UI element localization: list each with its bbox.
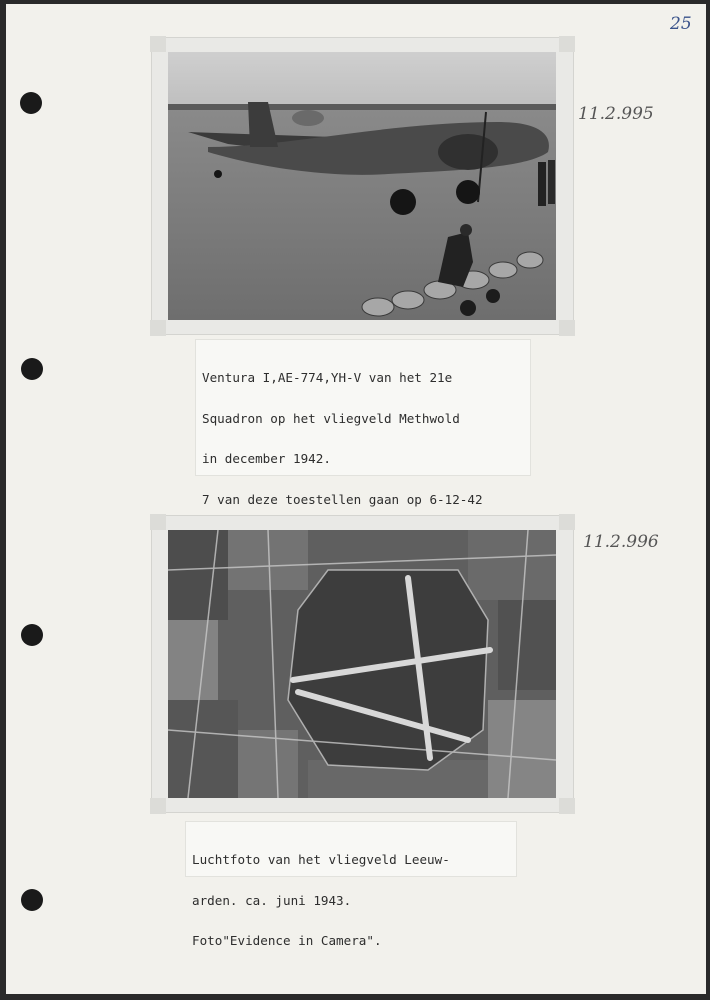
photo-reference: 11.2.996 [583,532,659,552]
caption-line: Ventura I,AE-774,YH-V van het 21e [202,370,453,385]
caption-line: arden. ca. juni 1943. [192,892,352,908]
aircraft-photo [168,52,556,320]
binder-hole [20,92,42,114]
photo-mount [152,38,573,334]
photo-mount [152,516,573,812]
caption-line: Squadron op het vliegveld Methwold [202,410,460,426]
binder-hole [21,358,43,380]
binder-hole [21,889,43,911]
album-page [6,4,706,994]
caption-line: in december 1942. [202,451,331,466]
caption-line: 7 van deze toestellen gaan op 6-12-42 [202,491,483,507]
photo-caption [196,340,530,507]
photo-caption [186,822,516,948]
caption-line: Luchtfoto van het vliegveld Leeuw- [192,852,450,867]
photo-reference: 11.2.995 [578,104,654,124]
binder-hole [21,624,43,646]
aerial-photo [168,530,556,798]
caption-line: Foto"Evidence in Camera". [192,933,382,948]
page-number: 25 [670,14,692,34]
